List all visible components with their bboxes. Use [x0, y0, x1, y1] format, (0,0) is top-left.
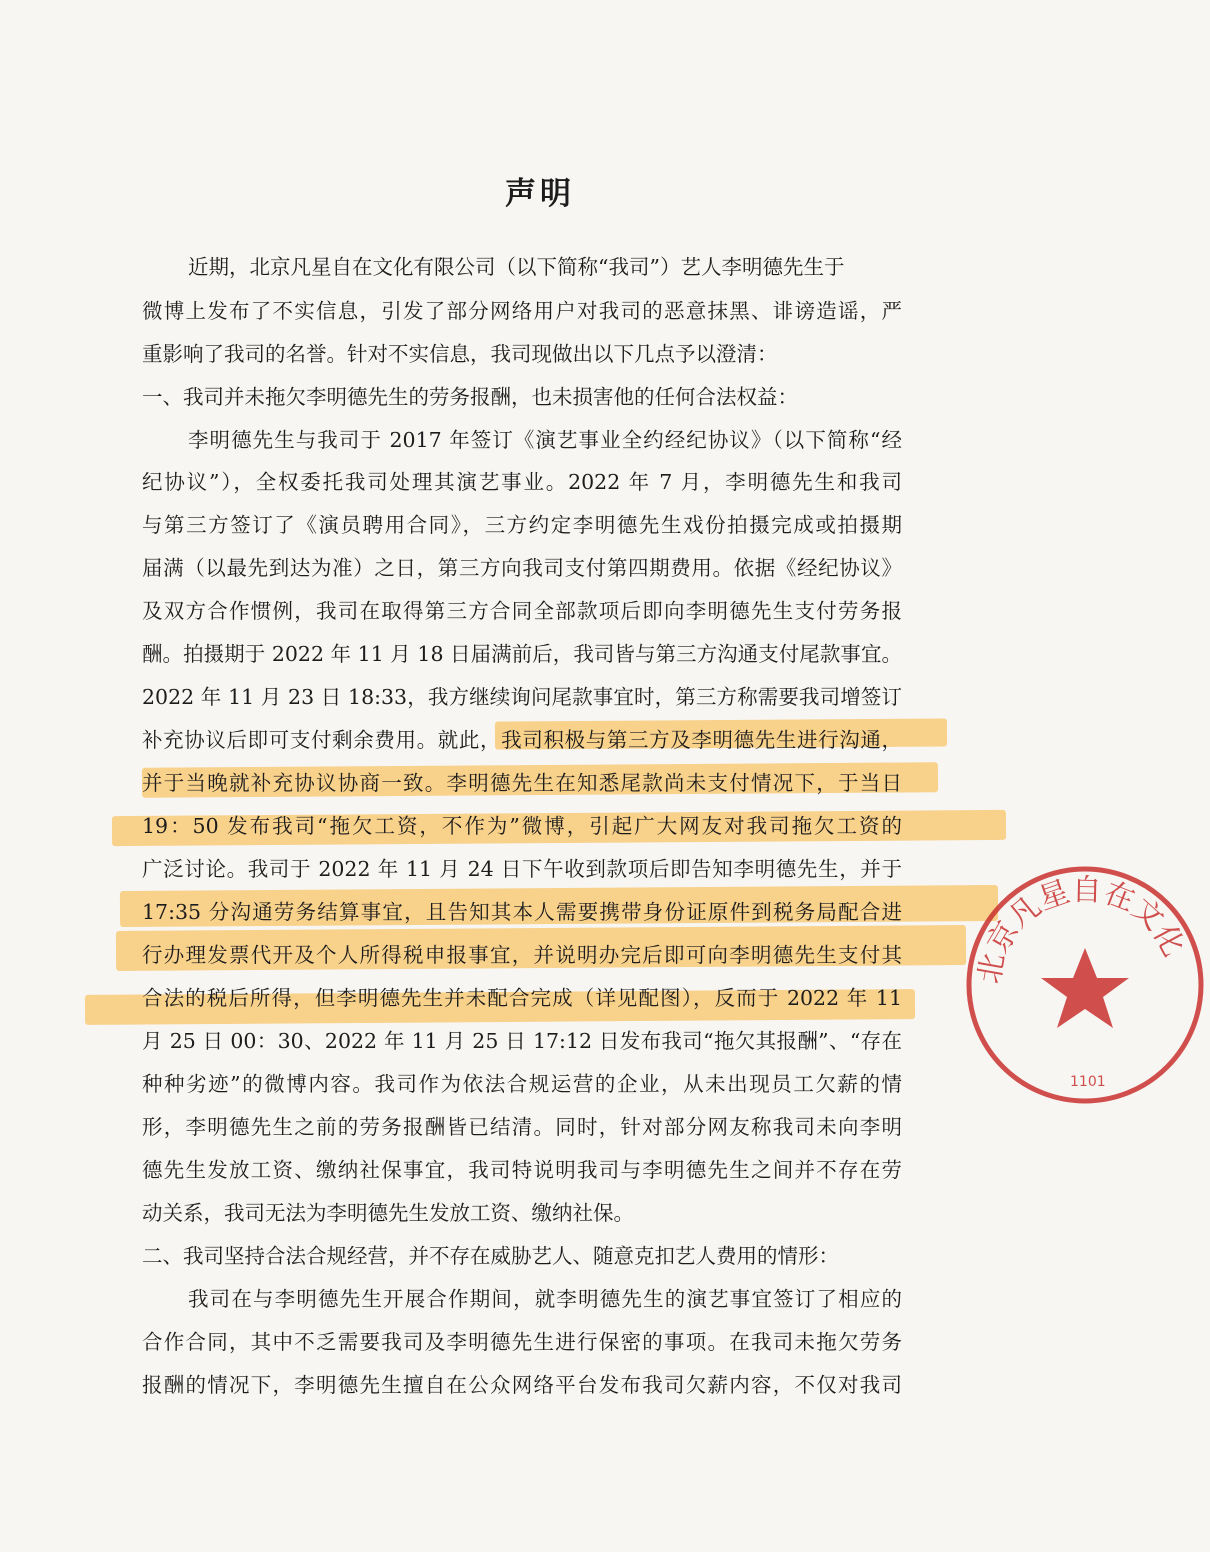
para-line: 19：50 发布我司“拖欠工资，不作为”微博，引起广大网友对我司拖欠工资的 [142, 814, 902, 838]
para-line: 并于当晚就补充协议协商一致。李明德先生在知悉尾款尚未支付情况下，于当日 [142, 771, 902, 795]
para-line: 德先生发放工资、缴纳社保事宜，我司特说明我司与李明德先生之间并不存在劳 [142, 1158, 902, 1182]
para-line: 月 25 日 00：30、2022 年 11 月 25 日 17:12 日发布我司“拖欠其报酬”、“存在 [142, 1029, 902, 1053]
section-heading: 一、我司并未拖欠李明德先生的劳务报酬，也未损害他的任何合法权益： [142, 385, 798, 409]
para-line: 补充协议后即可支付剩余费用。就此，我司积极与第三方及李明德先生进行沟通， [142, 728, 902, 752]
para-line: 行办理发票代开及个人所得税申报事宜，并说明办完后即可向李明德先生支付其 [142, 943, 902, 967]
page-title: 声明 [505, 176, 575, 212]
para-line: 2022 年 11 月 23 日 18:33，我方继续询问尾款事宜时，第三方称需要我司增签订 [142, 685, 902, 709]
seal-text: 北京凡星自在文化 [972, 872, 1191, 987]
para-line: 酬。拍摄期于 2022 年 11 月 18 日届满前后，我司皆与第三方沟通支付尾款事宜。 [142, 642, 902, 666]
para-line: 合作合同，其中不乏需要我司及李明德先生进行保密的事项。在我司未拖欠劳务 [142, 1330, 902, 1354]
para-line: 17:35 分沟通劳务结算事宜，且告知其本人需要携带身份证原件到税务局配合进 [142, 900, 902, 924]
para-line: 重影响了我司的名誉。针对不实信息，我司现做出以下几点予以澄清： [142, 342, 778, 366]
para-line: 纪协议”），全权委托我司处理其演艺事业。2022 年 7 月，李明德先生和我司 [142, 470, 902, 494]
para-line: 届满（以最先到达为准）之日，第三方向我司支付第四期费用。依据《经纪协议》 [142, 556, 902, 580]
para-line: 报酬的情况下，李明德先生擅自在公众网络平台发布我司欠薪内容，不仅对我司 [142, 1373, 902, 1397]
para-line: 微博上发布了不实信息，引发了部分网络用户对我司的恶意抹黑、诽谤造谣，严 [142, 299, 902, 323]
para-line: 近期，北京凡星自在文化有限公司（以下简称“我司”）艺人李明德先生于 [188, 255, 845, 279]
para-line: 合法的税后所得，但李明德先生并未配合完成（详见配图），反而于 2022 年 11 [142, 986, 902, 1010]
company-seal [960, 860, 1210, 1110]
para-line: 广泛讨论。我司于 2022 年 11 月 24 日下午收到款项后即告知李明德先生，并于 [142, 857, 902, 881]
para-line: 种种劣迹”的微博内容。我司作为依法合规运营的企业，从未出现员工欠薪的情 [142, 1072, 902, 1096]
para-line: 我司在与李明德先生开展合作期间，就李明德先生的演艺事宜签订了相应的 [188, 1287, 902, 1311]
para-line: 形，李明德先生之前的劳务报酬皆已结清。同时，针对部分网友称我司未向李明 [142, 1115, 902, 1139]
para-line: 与第三方签订了《演员聘用合同》，三方约定李明德先生戏份拍摄完成或拍摄期 [142, 513, 902, 537]
section-heading: 二、我司坚持合法合规经营，并不存在威胁艺人、随意克扣艺人费用的情形： [142, 1244, 839, 1268]
para-line: 李明德先生与我司于 2017 年签订《演艺事业全约经纪协议》（以下简称“经 [188, 428, 902, 452]
seal-star-icon [1041, 948, 1129, 1028]
para-line: 及双方合作惯例，我司在取得第三方合同全部款项后即向李明德先生支付劳务报 [142, 599, 902, 623]
para-line: 动关系，我司无法为李明德先生发放工资、缴纳社保。 [142, 1201, 634, 1225]
seal-number: 1101 [1070, 1074, 1106, 1090]
